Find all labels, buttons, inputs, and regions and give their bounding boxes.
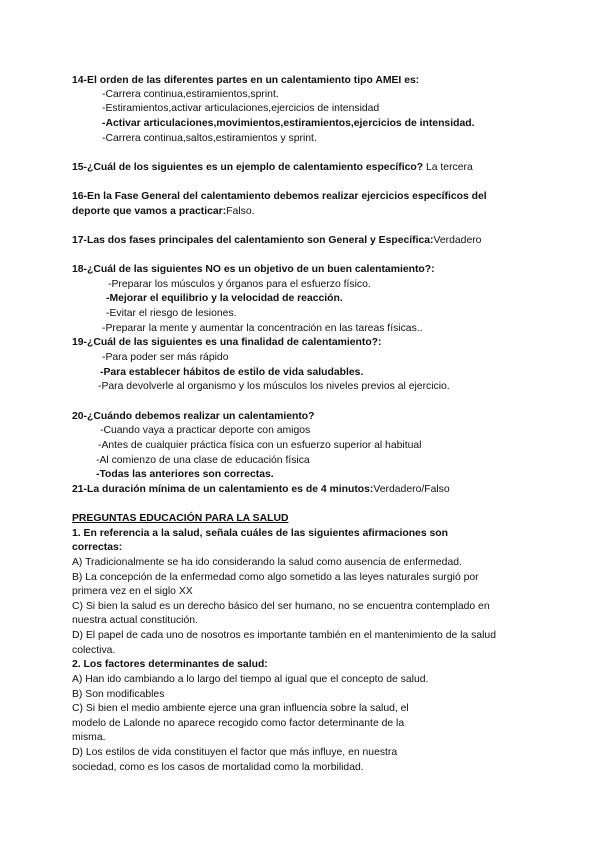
salud-p1-option-c-cont: nuestra actual constitución. [72, 615, 198, 626]
salud-p1-option-c: C) Si bien la salud es un derecho básico del ser humano, no se encuentra contemplado en [72, 601, 490, 612]
salud-p2-option-a: A) Han ido cambiando a lo largo del tiempo al igual que el concepto de salud. [72, 674, 429, 685]
q18-option-3: -Evitar el riesgo de lesiones. [106, 308, 237, 319]
q14-option-4: -Carrera continua,saltos,estiramientos y sprint. [102, 133, 317, 144]
q17 [72, 234, 481, 247]
salud-p2-question: 2. Los factores determinantes de salud: [72, 659, 268, 670]
salud-p1-option-b: B) La concepción de la enfermedad como algo sometido a las leyes naturales surgió por [72, 572, 479, 583]
q15 [72, 161, 473, 174]
q19-option-2: -Para establecer hábitos de estilo de vida saludables. [100, 367, 364, 378]
salud-p1-question-line2: correctas: [72, 542, 123, 553]
salud-p2-option-b: B) Son modificables [72, 689, 165, 700]
salud-p1-option-b-cont: primera vez en el siglo XX [72, 586, 193, 597]
q14-option-3: -Activar articulaciones,movimientos,estiramientos,ejercicios de intensidad. [102, 118, 475, 129]
q19-option-3: -Para devolverle al organismo y los músculos los niveles previos al ejercicio. [98, 381, 450, 392]
salud-p2-option-c: C) Si bien el medio ambiente ejerce una gran influencia sobre la salud, el [72, 703, 409, 714]
q14-question: 14-El orden de las diferentes partes en un calentamiento tipo AMEI es: [72, 75, 420, 86]
q16-line2 [72, 205, 254, 218]
q15-answer: La tercera [423, 162, 473, 173]
q16-answer: Falso. [226, 206, 255, 217]
salud-p2-option-c-cont2: misma. [72, 732, 106, 743]
q14-option-1: -Carrera continua,estiramientos,sprint. [102, 89, 279, 100]
q20-option-4: -Todas las anteriores son correctas. [96, 469, 274, 480]
q20-option-2: -Antes de cualquier práctica física con un esfuerzo superior al habitual [98, 440, 422, 451]
q17-question: 17-Las dos fases principales del calentamiento son General y Específica: [72, 235, 434, 246]
salud-p1-option-d: D) El papel de cada uno de nosotros es importante también en el mantenimiento de la salud [72, 630, 496, 641]
q18-option-4: -Preparar la mente y aumentar la concentración en las tareas físicas.. [102, 323, 423, 334]
q17-answer: Verdadero [433, 235, 482, 246]
salud-p2-option-d-cont: sociedad, como es los casos de mortalidad como la morbilidad. [72, 762, 364, 773]
q15-question: 15-¿Cuál de los siguientes es un ejemplo de calentamiento específico? [72, 162, 424, 173]
q20-option-3: -Al comienzo de una clase de educación física [96, 455, 310, 466]
q14-option-2: -Estiramientos,activar articulaciones,ejercicios de intensidad [102, 103, 380, 114]
salud-p1-option-a: A) Tradicionalmente se ha ido considerando la salud como ausencia de enfermedad. [72, 557, 462, 568]
salud-p2-option-d: D) Los estilos de vida constituyen el factor que más influye, en nuestra [72, 747, 398, 758]
salud-p1-question-line1: 1. En referencia a la salud, señala cuáles de las siguientes afirmaciones son [72, 528, 448, 539]
q18-question: 18-¿Cuál de las siguientes NO es un objetivo de un buen calentamiento?: [72, 264, 435, 275]
q20-question: 20-¿Cuándo debemos realizar un calentamiento? [72, 411, 315, 422]
q16-question-line1: 16-En la Fase General del calentamiento debemos realizar ejercicios específicos del [72, 191, 487, 202]
q19-option-1: -Para poder ser más rápido [102, 352, 229, 363]
q21 [72, 483, 450, 496]
q20-option-1: -Cuando vaya a practicar deporte con amigos [100, 425, 311, 436]
q18-option-2: -Mejorar el equilibrio y la velocidad de reacción. [106, 293, 343, 304]
q21-answer: Verdadero/Falso [373, 484, 450, 495]
q18-option-1: -Preparar los músculos y órganos para el esfuerzo físico. [108, 279, 371, 290]
salud-p1-option-d-cont: colectiva. [72, 645, 116, 656]
q21-question: 21-La duración mínima de un calentamiento es de 4 minutos: [72, 484, 374, 495]
salud-heading: PREGUNTAS EDUCACIÓN PARA LA SALUD [72, 513, 289, 524]
q16-question-line2: deporte que vamos a practicar: [72, 206, 227, 217]
q19-question: 19-¿Cuál de las siguientes es una finalidad de calentamiento?: [72, 337, 382, 348]
salud-p2-option-c-cont: modelo de Lalonde no aparece recogido como factor determinante de la [72, 718, 405, 729]
